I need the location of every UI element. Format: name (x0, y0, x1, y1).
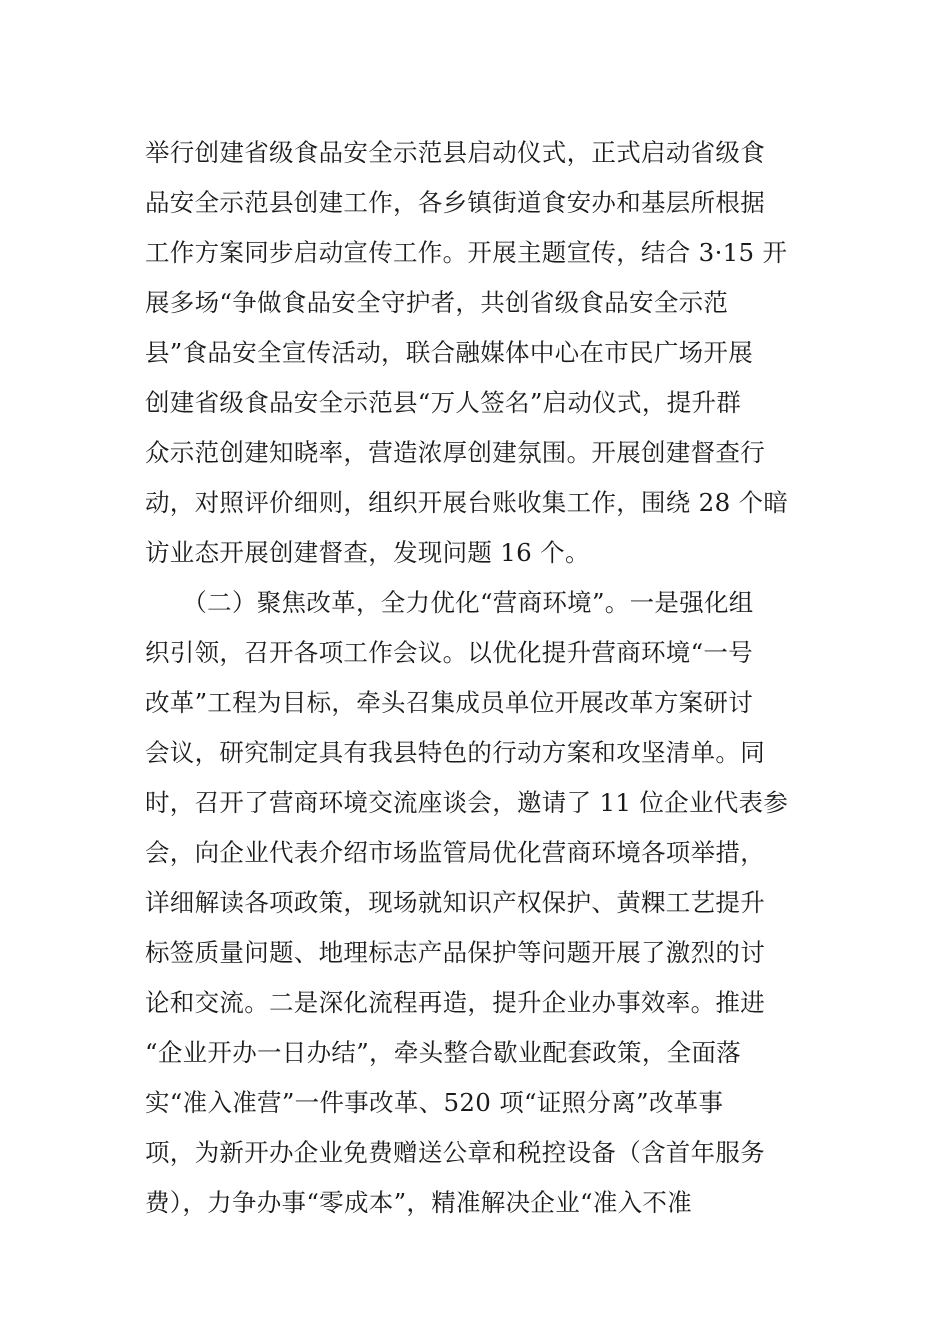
text-line: 众示范创建知晓率，营造浓厚创建氛围。开展创建督查行 (145, 438, 765, 467)
paragraph-1 (145, 128, 810, 578)
text-line: 实“准入准营”一件事改革、520 项“证照分离”改革事 (145, 1088, 724, 1117)
text-line: 织引领，召开各项工作会议。以优化提升营商环境“一号 (145, 638, 754, 667)
text-line: （二）聚焦改革，全力优化“营商环境”。一是强化组 (145, 588, 754, 617)
text-line: 工作方案同步启动宣传工作。开展主题宣传，结合 3·15 开 (145, 238, 788, 267)
body-text (145, 128, 810, 1228)
text-line: 县”食品安全宣传活动，联合融媒体中心在市民广场开展 (145, 338, 754, 367)
text-line: 展多场“争做食品安全守护者，共创省级食品安全示范 (145, 288, 729, 317)
text-line: 访业态开展创建督查，发现问题 16 个。 (145, 538, 590, 567)
text-line: “企业开办一日办结”，牵头整合歇业配套政策，全面落 (145, 1038, 742, 1067)
text-line: 品安全示范县创建工作，各乡镇街道食安办和基层所根据 (145, 188, 765, 217)
text-line: 标签质量问题、地理标志产品保护等问题开展了激烈的讨 (145, 938, 765, 967)
text-line: 动，对照评价细则，组织开展台账收集工作，围绕 28 个暗 (145, 488, 789, 517)
text-line: 会，向企业代表介绍市场监管局优化营商环境各项举措， (145, 838, 765, 867)
text-line: 详细解读各项政策，现场就知识产权保护、黄粿工艺提升 (145, 888, 765, 917)
text-line: 举行创建省级食品安全示范县启动仪式，正式启动省级食 (145, 138, 765, 167)
text-line: 论和交流。二是深化流程再造，提升企业办事效率。推进 (145, 988, 765, 1017)
text-line: 创建省级食品安全示范县“万人签名”启动仪式，提升群 (145, 388, 742, 417)
text-line: 时，召开了营商环境交流座谈会，邀请了 11 位企业代表参 (145, 788, 789, 817)
text-line: 会议，研究制定具有我县特色的行动方案和攻坚清单。同 (145, 738, 765, 767)
paragraph-2 (145, 578, 810, 1228)
text-line: 改革”工程为目标，牵头召集成员单位开展改革方案研讨 (145, 688, 754, 717)
text-line: 费），力争办事“零成本”，精准解决企业“准入不准 (145, 1188, 693, 1217)
text-line: 项，为新开办企业免费赠送公章和税控设备（含首年服务 (145, 1138, 765, 1167)
